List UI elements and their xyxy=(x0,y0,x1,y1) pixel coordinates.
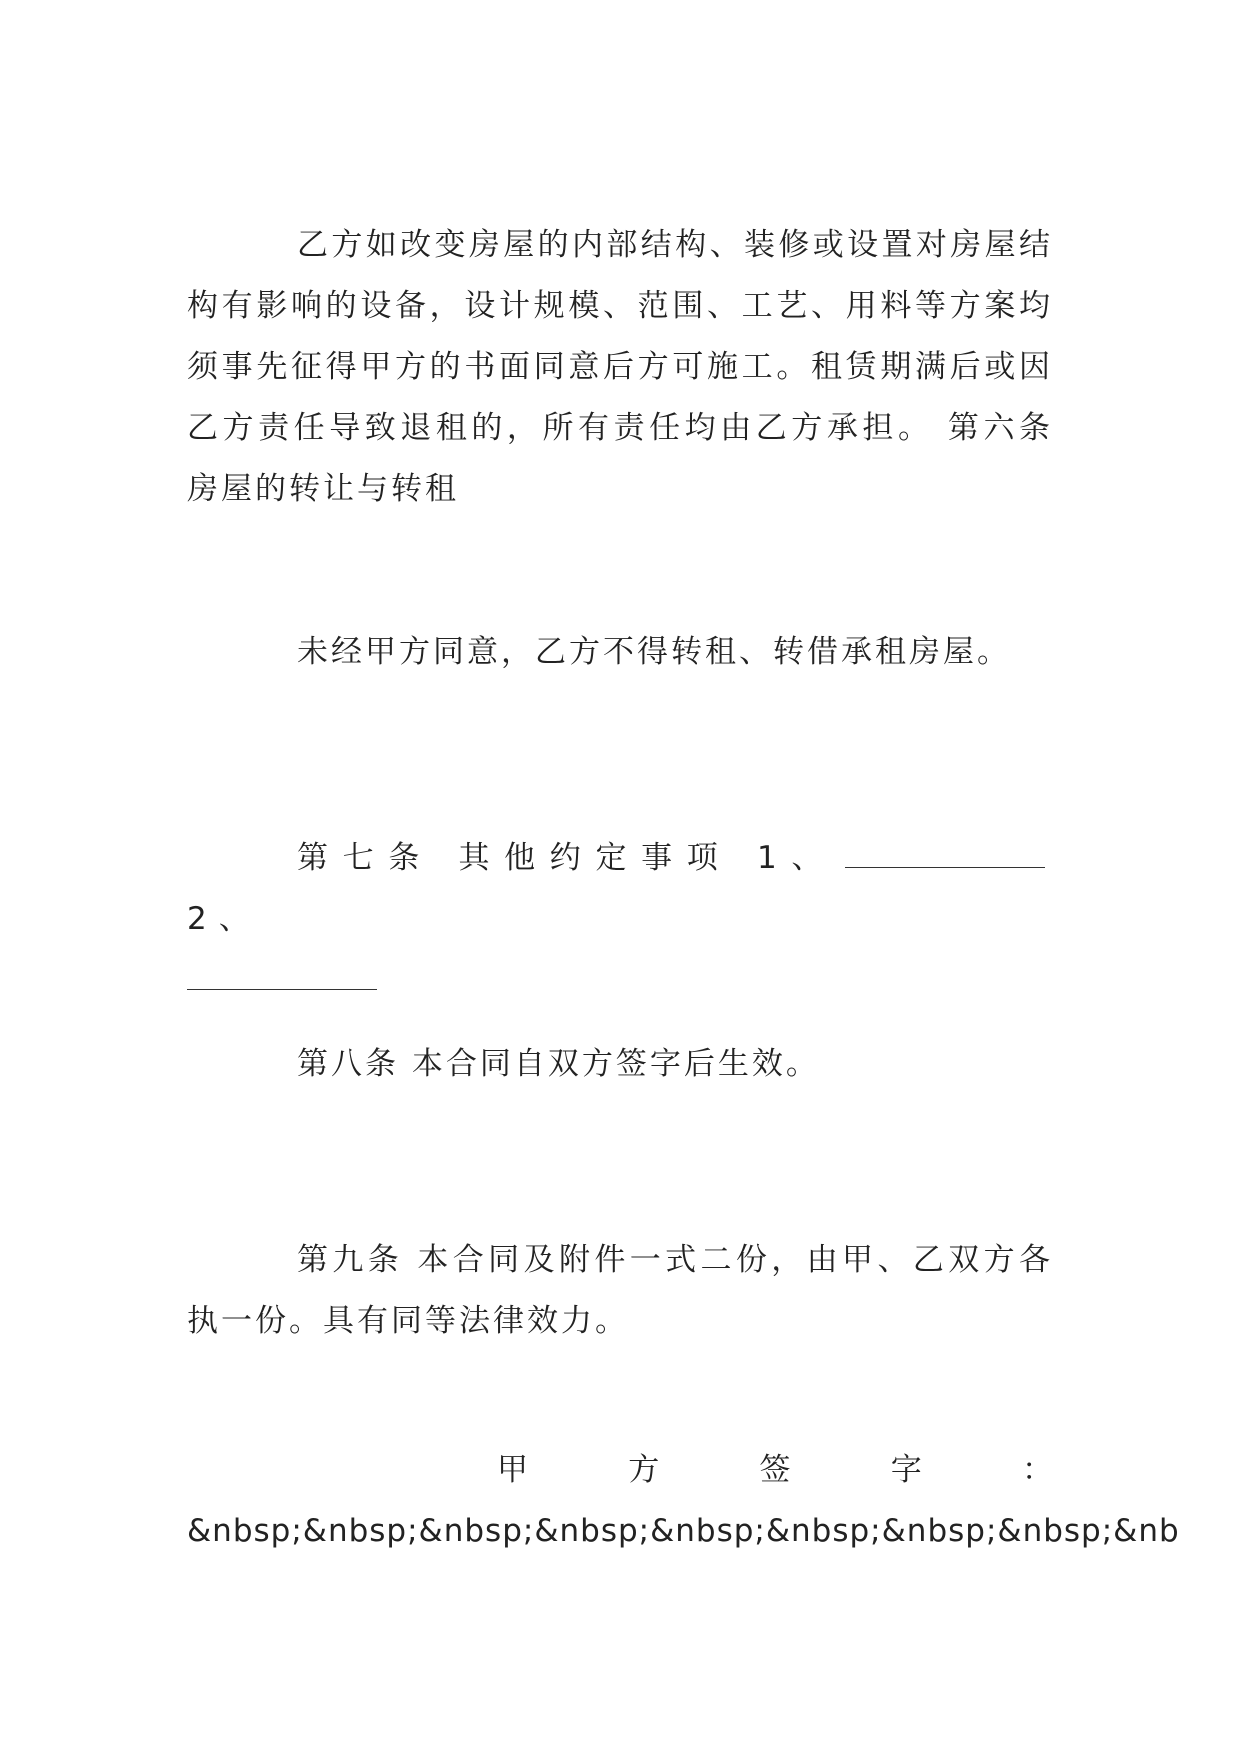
blank-line-2 xyxy=(187,958,377,990)
sig-char-4: 字 xyxy=(890,1452,922,1488)
article-seven-lead: 第七条 其他约定事项 1、 xyxy=(297,840,837,876)
article-seven-item-2: 2、 xyxy=(187,901,262,937)
sig-char-2: 方 xyxy=(628,1452,660,1488)
sig-char-5: ： xyxy=(1022,1452,1053,1488)
signature-block xyxy=(187,1440,1180,1562)
blank-line-1 xyxy=(845,836,1045,868)
sig-char-1: 甲 xyxy=(497,1452,528,1488)
party-a-signature-label xyxy=(187,1440,1053,1501)
sig-char-3: 签 xyxy=(759,1452,791,1488)
signature-filler-text: &nbsp;&nbsp;&nbsp;&nbsp;&nbsp;&nbsp;&nbsp;&nbsp;&nb xyxy=(187,1513,1180,1549)
paragraph-article-seven xyxy=(187,828,1053,1011)
paragraph-renovation-clause: 乙方如改变房屋的内部结构、装修或设置对房屋结构有影响的设备，设计规模、范围、工艺、用料等方案均须事先征得甲方的书面同意后方可施工。租赁期满后或因乙方责任导致退租的，所有责任均由乙方承担。 第六条 房屋的转让与转租 xyxy=(187,227,1053,507)
paragraph-sublease-clause: 未经甲方同意，乙方不得转租、转借承租房屋。 xyxy=(297,634,1011,670)
paragraph-article-nine: 第九条 本合同及附件一式二份，由甲、乙双方各执一份。具有同等法律效力。 xyxy=(187,1242,1053,1339)
paragraph-article-eight: 第八条 本合同自双方签字后生效。 xyxy=(297,1046,820,1082)
